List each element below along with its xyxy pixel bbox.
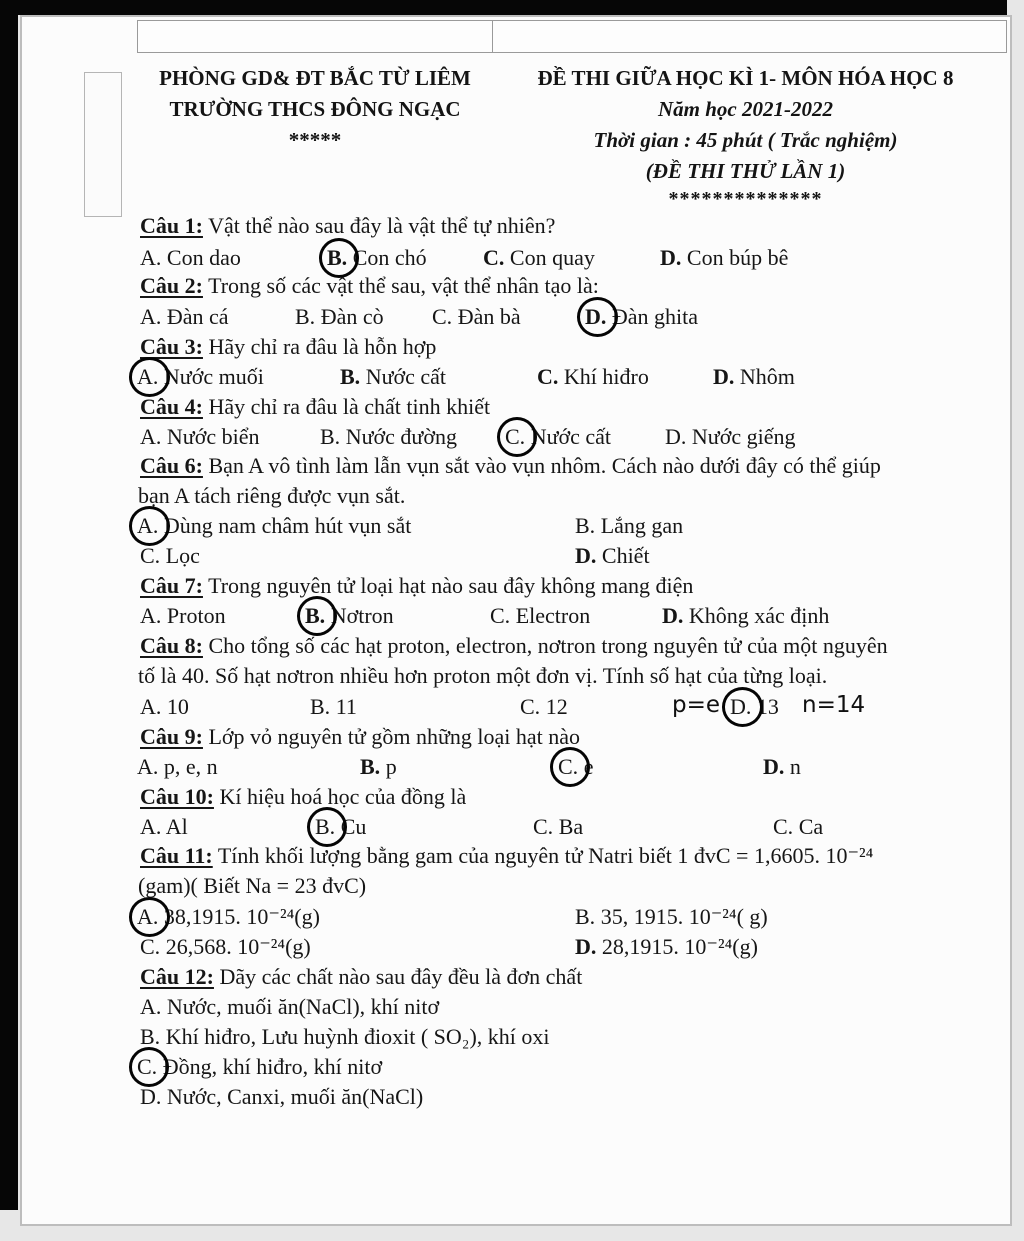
option <box>140 543 200 569</box>
option <box>537 364 649 390</box>
stars-separator-left: ***** <box>288 128 342 152</box>
option-text: Nơtron <box>330 603 394 628</box>
question-text: Tính khối lượng bằng gam của nguyên tử Natri biết 1 đvC = 1,6605. 10⁻²⁴ <box>217 843 874 868</box>
question-stem <box>140 453 1024 479</box>
question-stem <box>140 273 1024 299</box>
option-key: C. <box>483 245 505 270</box>
option-text: Ca <box>798 814 824 839</box>
option-text: Nước biển <box>166 424 260 449</box>
option-key: D. <box>140 1084 162 1109</box>
handwritten-annotation: n=14 <box>802 692 866 718</box>
option-key: D. <box>575 934 597 959</box>
option-text: Nước đường <box>345 424 457 449</box>
option <box>520 694 568 720</box>
option-text: Dùng nam châm hút vụn sắt <box>163 513 412 538</box>
option-key: A. <box>140 994 162 1019</box>
question-stem <box>140 843 1024 869</box>
option-text: 10 <box>166 694 189 719</box>
option-text: Đồng, khí hiđro, khí nitơ <box>162 1054 383 1079</box>
option-key: A. <box>137 364 158 390</box>
header-table-cell-left <box>137 20 493 53</box>
question-text: Hãy chỉ ra đâu là hỗn hợp <box>208 334 437 359</box>
option-key: B. <box>360 754 381 779</box>
question-stem-continued <box>138 873 1024 899</box>
option-key: A. <box>140 603 162 628</box>
option <box>140 304 229 330</box>
scan-top-border <box>0 0 1007 15</box>
department-name: PHÒNG GD& ĐT BẮC TỪ LIÊM <box>159 66 471 90</box>
option <box>575 934 758 960</box>
question-label: Câu 3: <box>140 334 203 359</box>
option-key: A. <box>137 904 158 930</box>
option <box>137 754 218 780</box>
option-key: D. <box>665 424 687 449</box>
option-text: p <box>385 754 397 779</box>
option-key: B. <box>140 1024 161 1049</box>
option <box>137 904 320 930</box>
question-stem <box>140 334 1024 360</box>
option-key: A. <box>140 814 162 839</box>
option <box>140 1084 423 1110</box>
option-text: Con chó <box>352 245 427 270</box>
option <box>140 934 311 960</box>
school-name: TRƯỜNG THCS ĐÔNG NGẠC <box>169 97 461 121</box>
option-text: e <box>583 754 594 779</box>
option-key: C. <box>140 543 161 568</box>
option-text: 13 <box>756 694 779 719</box>
option-text: 28,1915. 10⁻²⁴(g) <box>601 934 758 959</box>
option-key: C. <box>137 1054 157 1080</box>
question-stem <box>140 724 1024 750</box>
option <box>713 364 795 390</box>
option-key: C. <box>537 364 559 389</box>
option-text: Con búp bê <box>686 245 789 270</box>
option-key: B. <box>575 513 596 538</box>
option-key: C. <box>505 424 525 450</box>
option-text: 11 <box>335 694 357 719</box>
option <box>340 364 446 390</box>
question-stem <box>140 213 1024 239</box>
school-year: Năm học 2021-2022 <box>658 97 833 121</box>
question-label: Câu 4: <box>140 394 203 419</box>
option-text: Khí hiđro <box>563 364 649 389</box>
question-text: (gam)( Biết Na = 23 đvC) <box>138 873 367 898</box>
exam-title: ĐỀ THI GIỮA HỌC KÌ 1- MÔN HÓA HỌC 8 <box>537 66 954 90</box>
question-stem <box>140 394 1024 420</box>
question-label: Câu 11: <box>140 843 213 868</box>
question-label: Câu 12: <box>140 964 214 989</box>
option <box>575 513 683 539</box>
question-label: Câu 9: <box>140 724 203 749</box>
option <box>137 513 411 539</box>
option-text: p, e, n <box>163 754 218 779</box>
option-text: Proton <box>166 603 226 628</box>
option-text: Đàn ghita <box>611 304 699 329</box>
option-text: 12 <box>545 694 568 719</box>
option-text: Chiết <box>601 543 650 568</box>
option-key: C. <box>140 934 161 959</box>
option-text: Không xác định <box>688 603 830 628</box>
attempt-note: (ĐỀ THI THỬ LẦN 1) <box>645 159 846 183</box>
question-label: Câu 10: <box>140 784 214 809</box>
option-key: A. <box>140 424 162 449</box>
option <box>305 603 394 629</box>
margin-box <box>84 72 122 217</box>
question-text: bạn A tách riêng được vụn sắt. <box>138 483 406 508</box>
option-text: Cu <box>340 814 367 839</box>
option-key: C. <box>533 814 554 839</box>
option-key: A. <box>140 304 162 329</box>
option <box>310 694 357 720</box>
option <box>558 754 593 780</box>
option-key: D. <box>660 245 682 270</box>
option-text: n <box>789 754 801 779</box>
stars-separator-right: ************** <box>668 188 823 210</box>
option-key: D. <box>662 603 684 628</box>
option <box>360 754 397 780</box>
option-text: Nước, muối ăn(NaCl), khí nitơ <box>166 994 440 1019</box>
option <box>140 245 241 271</box>
option <box>490 603 590 629</box>
question-text: Trong số các vật thể sau, vật thể nhân tạo là: <box>208 273 599 298</box>
option-text: Đàn cá <box>166 304 229 329</box>
option <box>763 754 801 780</box>
option-text: Khí hiđro, Lưu huỳnh đioxit ( SO₂), khí oxi <box>165 1024 550 1049</box>
option-text: Ba <box>558 814 584 839</box>
option-key: A. <box>137 754 159 779</box>
option-key: B. <box>320 424 341 449</box>
question-text: Hãy chỉ ra đâu là chất tinh khiết <box>208 394 491 419</box>
option-text: 26,568. 10⁻²⁴(g) <box>165 934 311 959</box>
option <box>327 245 427 271</box>
question-text: Cho tổng số các hạt proton, electron, nơtron trong nguyên tử của một nguyên <box>208 633 888 658</box>
question-stem <box>140 633 1024 659</box>
option <box>137 1054 382 1080</box>
option <box>140 814 188 840</box>
exam-duration: Thời gian : 45 phút ( Trắc nghiệm) <box>593 128 898 152</box>
option-key: B. <box>340 364 361 389</box>
option-text: Con dao <box>166 245 241 270</box>
option-key: A. <box>137 513 158 539</box>
option-key: C. <box>490 603 511 628</box>
option-key: B. <box>315 814 335 840</box>
option-text: 38,1915. 10⁻²⁴(g) <box>163 904 320 929</box>
option-text: Nước muối <box>163 364 264 389</box>
question-stem-continued <box>138 663 1024 689</box>
question-stem <box>140 964 1024 990</box>
option <box>533 814 583 840</box>
option <box>773 814 823 840</box>
option-key: D. <box>730 694 751 720</box>
question-stem <box>140 573 1024 599</box>
question-label: Câu 8: <box>140 633 203 658</box>
option-text: Lọc <box>165 543 200 568</box>
option-text: Đàn bà <box>457 304 521 329</box>
option-key: C. <box>520 694 541 719</box>
option-text: Nước cất <box>530 424 612 449</box>
option-key: C. <box>558 754 578 780</box>
option-key: B. <box>305 603 325 629</box>
question-text: tố là 40. Số hạt nơtron nhiều hơn proton một đơn vị. Tính số hạt của từng loại. <box>138 663 828 688</box>
option-text: Electron <box>515 603 591 628</box>
option <box>140 994 439 1020</box>
option <box>320 424 457 450</box>
option <box>137 364 264 390</box>
option <box>315 814 366 840</box>
question-stem <box>140 784 1024 810</box>
question-text: Dãy các chất nào sau đây đều là đơn chất <box>219 964 583 989</box>
option-text: Nước, Canxi, muối ăn(NaCl) <box>166 1084 424 1109</box>
option <box>140 1024 550 1050</box>
option <box>575 904 768 930</box>
option <box>140 603 226 629</box>
question-text: Lớp vỏ nguyên tử gồm những loại hạt nào <box>208 724 580 749</box>
question-text: Trong nguyên tử loại hạt nào sau đây không mang điện <box>208 573 694 598</box>
option <box>575 543 650 569</box>
option <box>295 304 384 330</box>
header-table-cell-right <box>492 20 1007 53</box>
option <box>730 694 779 720</box>
option <box>140 424 259 450</box>
option-key: A. <box>140 694 162 719</box>
question-label: Câu 7: <box>140 573 203 598</box>
option-text: Nước cất <box>365 364 447 389</box>
option-text: Đàn cò <box>320 304 384 329</box>
option <box>505 424 611 450</box>
option-text: Nhôm <box>739 364 795 389</box>
option <box>660 245 788 271</box>
question-text: Vật thể nào sau đây là vật thể tự nhiên? <box>208 213 556 238</box>
option-key: A. <box>140 245 162 270</box>
option-key: D. <box>575 543 597 568</box>
option-key: D. <box>763 754 785 779</box>
option-key: B. <box>310 694 331 719</box>
question-text: Bạn A vô tình làm lẫn vụn sắt vào vụn nhôm. Cách nào dưới đây có thể giúp <box>208 453 881 478</box>
question-stem-continued <box>138 483 1024 509</box>
option-text: Al <box>165 814 188 839</box>
option <box>140 694 189 720</box>
option-text: Con quay <box>509 245 595 270</box>
question-text: Kí hiệu hoá học của đồng là <box>219 784 467 809</box>
option <box>483 245 595 271</box>
option-text: Nước giếng <box>691 424 796 449</box>
question-label: Câu 2: <box>140 273 203 298</box>
option-text: 35, 1915. 10⁻²⁴( g) <box>600 904 768 929</box>
option <box>662 603 829 629</box>
question-label: Câu 1: <box>140 213 203 238</box>
option-key: D. <box>713 364 735 389</box>
option-key: C. <box>432 304 453 329</box>
option-key: C. <box>773 814 794 839</box>
option-key: B. <box>295 304 316 329</box>
option-text: Lắng gan <box>600 513 684 538</box>
option <box>432 304 521 330</box>
scan-left-border <box>0 0 18 1210</box>
option <box>665 424 795 450</box>
option-key: D. <box>585 304 606 330</box>
question-label: Câu 6: <box>140 453 203 478</box>
option-key: B. <box>575 904 596 929</box>
option-key: B. <box>327 245 347 271</box>
handwritten-annotation: p=e <box>672 692 721 718</box>
option <box>585 304 698 330</box>
